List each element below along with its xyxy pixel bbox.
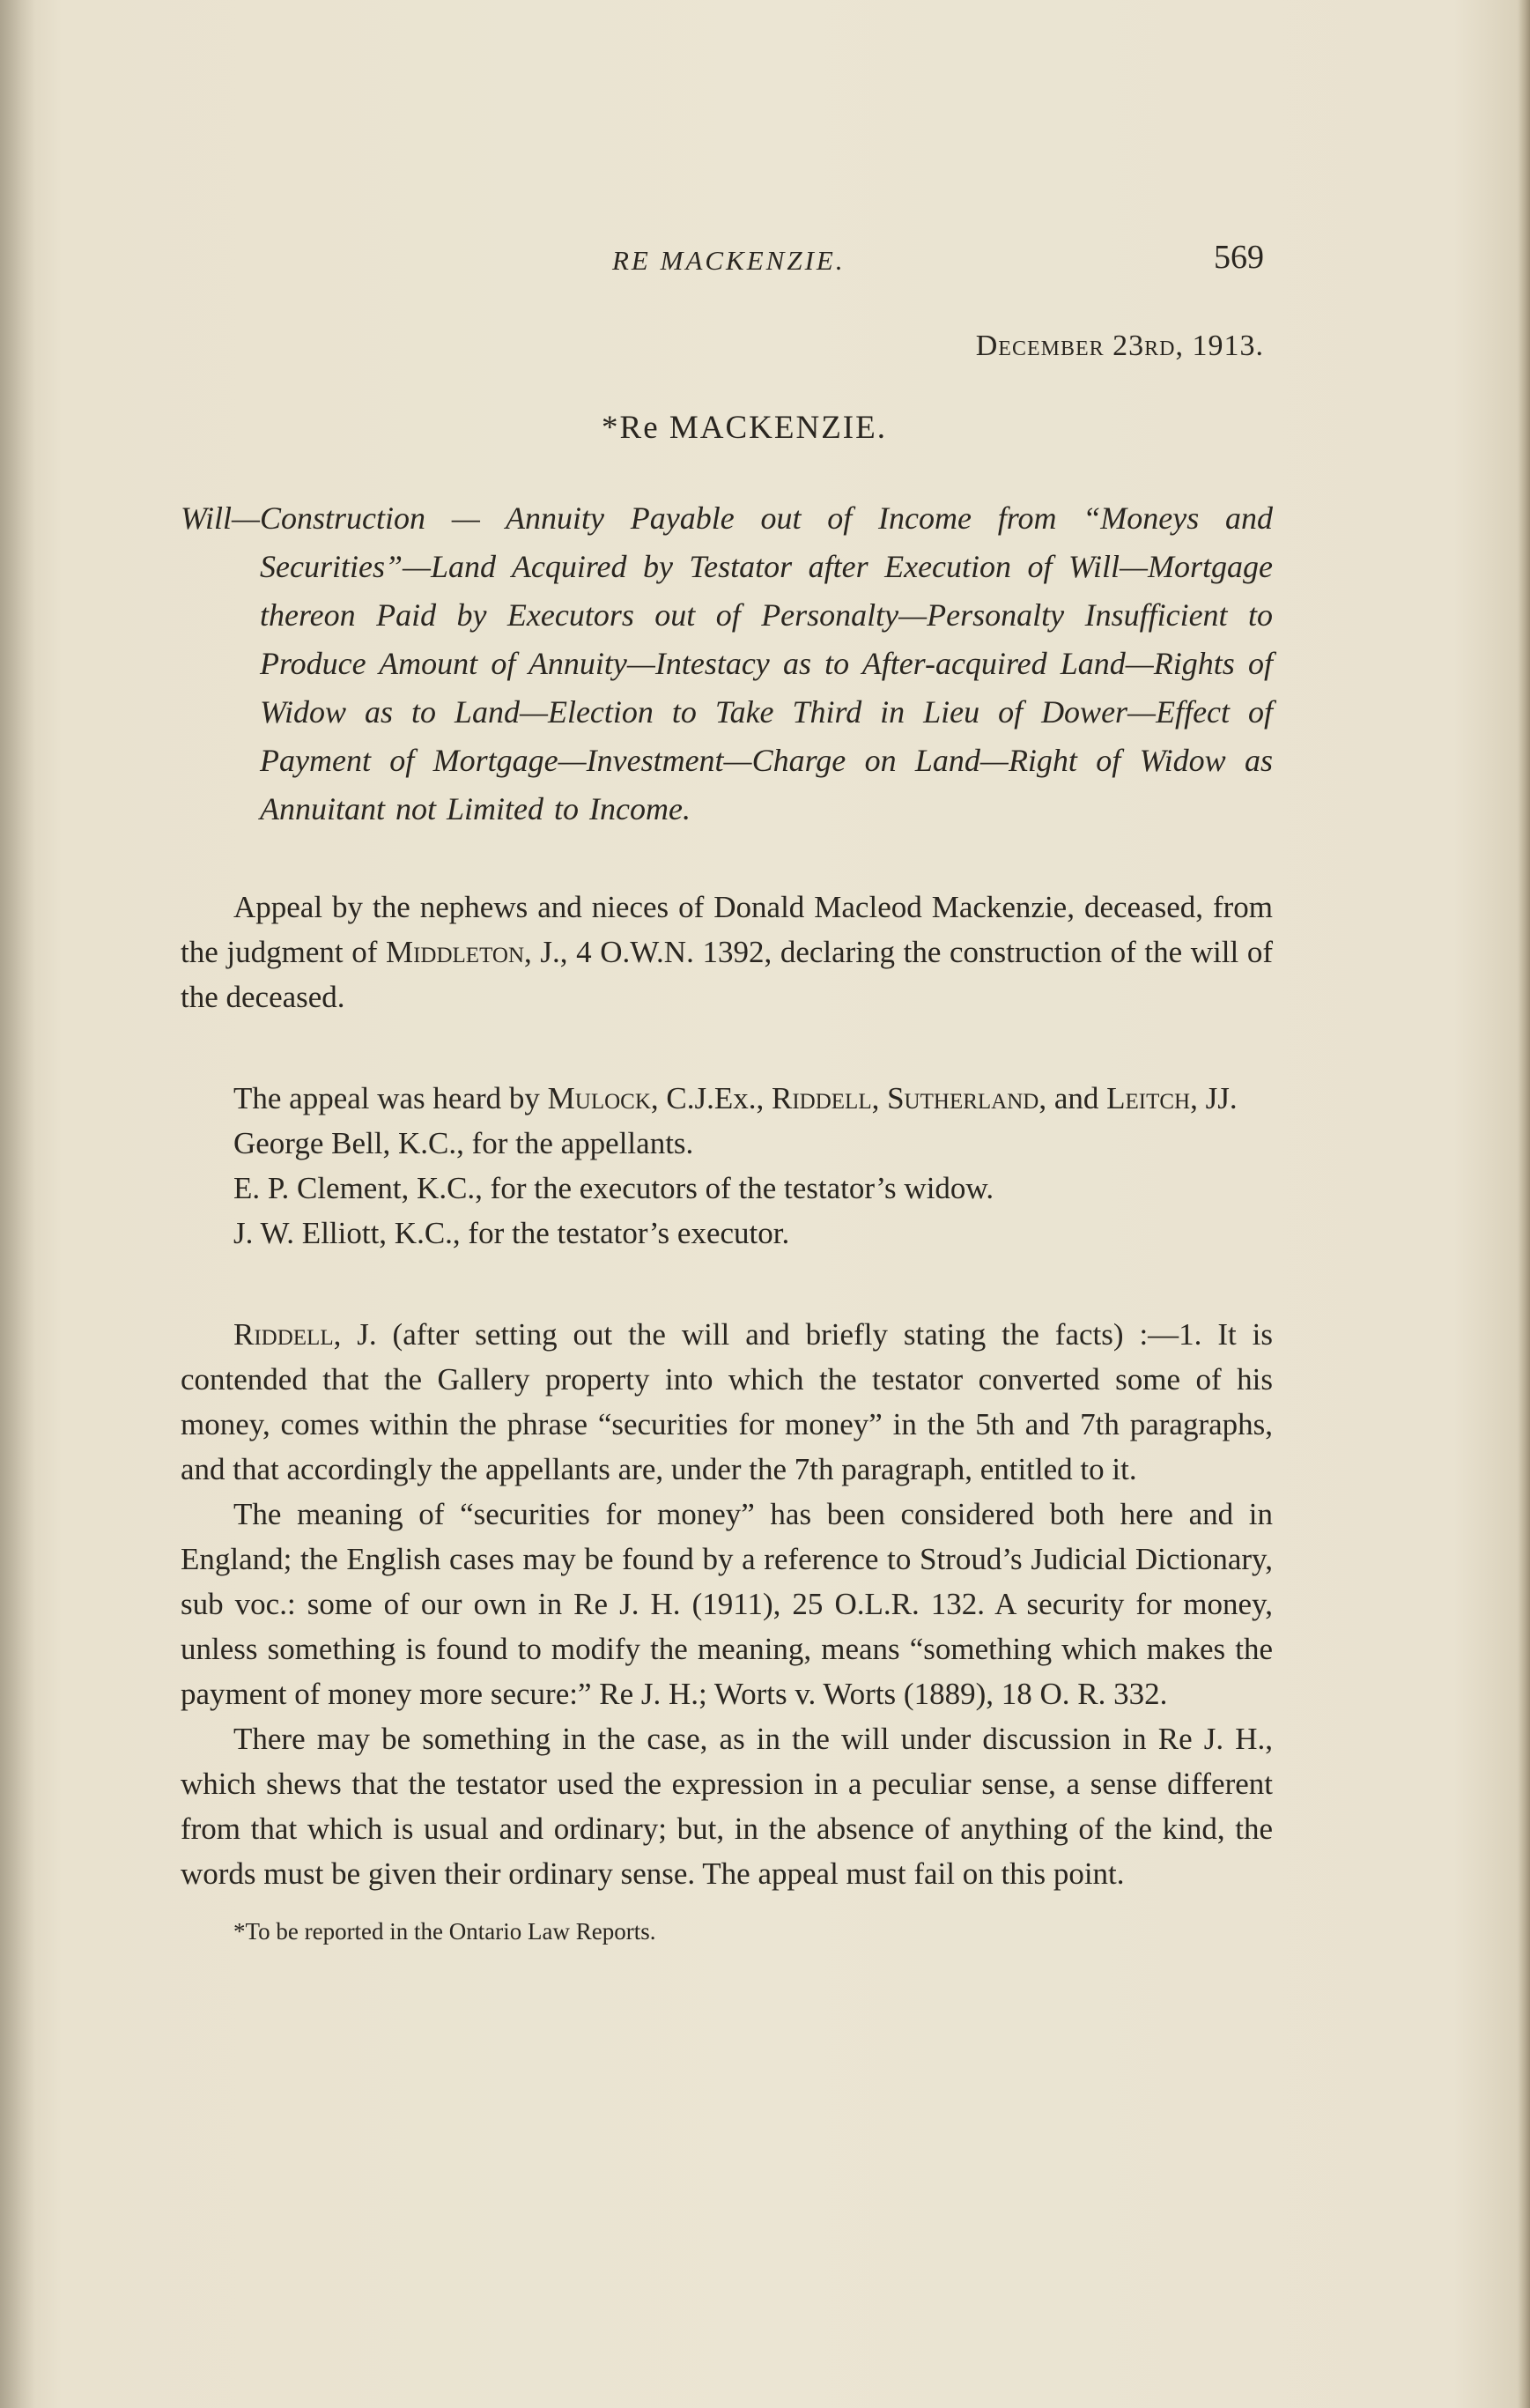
appeal-paragraph (181, 885, 1273, 1019)
appeal-judge: Middleton (385, 935, 524, 969)
judgment-judge: Riddell (233, 1317, 334, 1352)
binding-shadow (0, 0, 35, 2408)
hearing-text-after: , JJ. (1190, 1081, 1238, 1115)
counsel-line: J. W. Elliott, K.C., for the testator’s executor. (233, 1216, 790, 1250)
hearing-paragraph (181, 1076, 1273, 1121)
judgment-text: , J. (after setting out the will and briefly stating the facts) :—1. It is contended that the Gallery property into which the testator converted some of his money, comes within the phrase “securities for money” in the 5th and 7th paragraphs, and that accordingly the appellants are, under the 7th paragraph, entitled to it. (181, 1317, 1273, 1486)
hearing-sep-1: , C.J.Ex., (650, 1081, 772, 1115)
text-column (181, 238, 1273, 1947)
hearing-judge-1: Mulock (547, 1081, 651, 1115)
appeal-text-before: Appeal by the nephews and nieces of Donald Macleod Mackenzie, deceased, from the judgment of (181, 890, 1273, 969)
judgment-paragraph (181, 1312, 1273, 1492)
counsel-line: George Bell, K.C., for the appellants. (233, 1126, 694, 1160)
hearing-judge-4: Leitch (1106, 1081, 1191, 1115)
hearing-judge-3: Sutherland (887, 1081, 1039, 1115)
page-edge (1518, 0, 1530, 2408)
hearing-text-before: The appeal was heard by (233, 1081, 548, 1115)
headnote: Will—Construction — Annuity Payable out of Income from “Moneys and Securities”—Land Acquired by Testator after Execution of Will—Mortgage thereon Paid by Executors out of Personalty—Personalty Insufficient to Produce Amount of Annuity—Intestacy as to After-acquired Land—Rights of Widow as to Land—Election to Take Third in Lieu of Dower—Effect of Payment of Mortgage—Investment—Charge on Land—Right of Widow as Annuitant not Limited to Income. (181, 500, 1273, 826)
hearing-sep-3: , and (1038, 1081, 1107, 1115)
hearing-sep-2: , (871, 1081, 888, 1115)
judgment-paragraph: The meaning of “securities for money” has been considered both here and in England; the English cases may be found by a reference to Stroud’s Judicial Dictionary, sub voc.: some of our own in Re J. H. (1911), 25 O.L.R. 132. A security for money, unless something is found to modify the meaning, means “something which makes the payment of money more secure:” Re J. H.; Worts v. Worts (1889), 18 O. R. 332. (181, 1497, 1273, 1711)
running-head-title: RE MACKENZIE. (612, 245, 846, 276)
judgment-paragraph: There may be something in the case, as in the will under discussion in Re J. H., which shews that the testator used the expression in a peculiar sense, a sense different from that which is usual and ordinary; but, in the absence of anything of the kind, the words must be given their ordinary sense. The appeal must fail on this point. (181, 1722, 1273, 1891)
hearing-judge-2: Riddell (772, 1081, 872, 1115)
case-title: *Re MACKENZIE. (602, 410, 887, 446)
running-head (216, 238, 1273, 291)
footnote: *To be reported in the Ontario Law Reports. (233, 1918, 656, 1945)
appeal-text-after: , J., 4 O.W.N. 1392, declaring the construction of the will of the deceased. (181, 935, 1273, 1014)
counsel-line: E. P. Clement, K.C., for the executors of the testator’s widow. (233, 1171, 994, 1205)
decision-date: December 23rd, 1913. (975, 330, 1264, 362)
page-number: 569 (1214, 239, 1264, 276)
